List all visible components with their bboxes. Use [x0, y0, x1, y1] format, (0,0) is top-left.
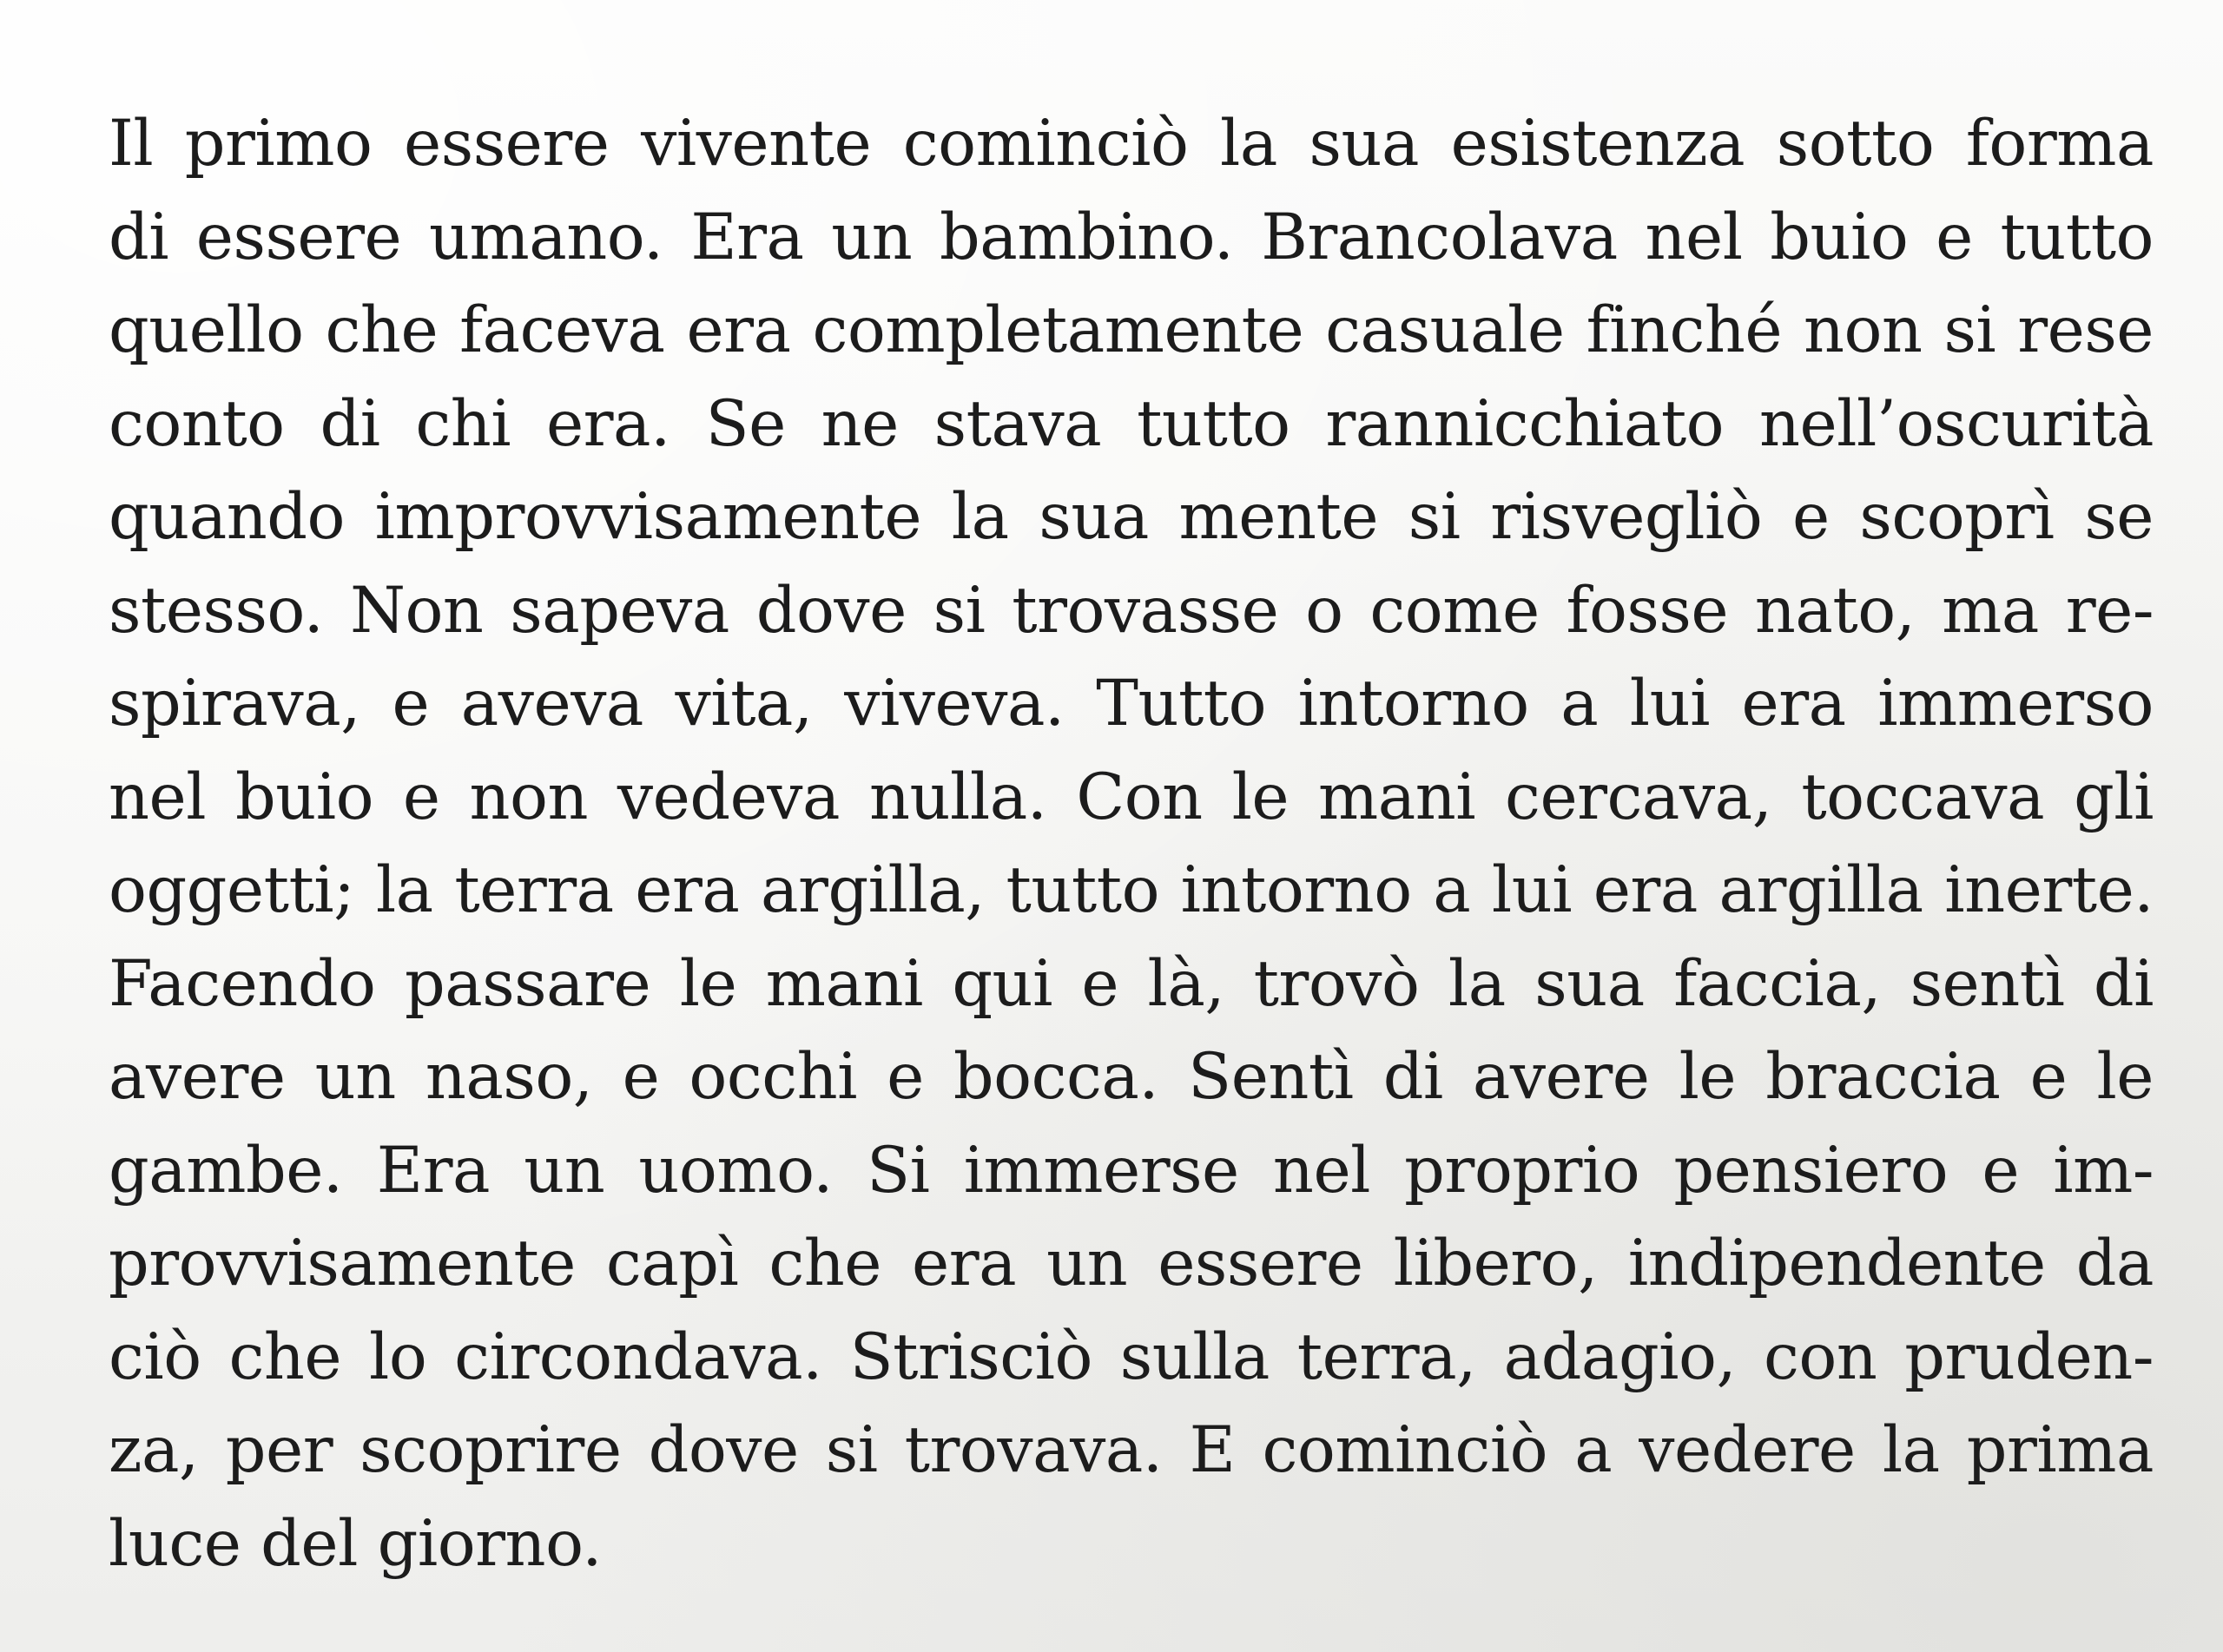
text-line: gambe. Era un uomo. Si immerse nel proprio pensiero e im- — [109, 1133, 2154, 1208]
text-line: Facendo passare le mani qui e là, trovò la sua faccia, sentì di — [109, 946, 2154, 1021]
body-paragraph — [109, 97, 2154, 1590]
text-line: provvisamente capì che era un essere libero, indipendente da — [109, 1227, 2154, 1300]
text-line: spirava, e aveva vita, viveva. Tutto intorno a lui era immerso — [109, 667, 2154, 740]
text-line-last: luce del giorno. — [109, 1506, 602, 1581]
text-line: stesso. Non sapeva dove si trovasse o come fosse nato, ma re- — [109, 573, 2154, 648]
text-line: za, per scoprire dove si trovava. E cominciò a vedere la prima — [109, 1413, 2154, 1487]
text-line: quello che faceva era completamente casuale finché non si rese — [109, 293, 2154, 367]
text-line: di essere umano. Era un bambino. Brancolava nel buio e tutto — [109, 200, 2154, 274]
text-line: Il primo essere vivente cominciò la sua esistenza sotto forma — [109, 107, 2154, 181]
text-line: conto di chi era. Se ne stava tutto rannicchiato nell’oscurità — [109, 386, 2154, 461]
text-line: ciò che lo circondava. Strisciò sulla terra, adagio, con pruden- — [109, 1320, 2154, 1394]
text-line: oggetti; la terra era argilla, tutto intorno a lui era argilla inerte. — [109, 853, 2154, 927]
text-line: avere un naso, e occhi e bocca. Sentì di avere le braccia e le — [109, 1040, 2154, 1114]
text-line: nel buio e non vedeva nulla. Con le mani cercava, toccava gli — [109, 760, 2154, 834]
text-line: quando improvvisamente la sua mente si risvegliò e scoprì se — [109, 480, 2154, 554]
